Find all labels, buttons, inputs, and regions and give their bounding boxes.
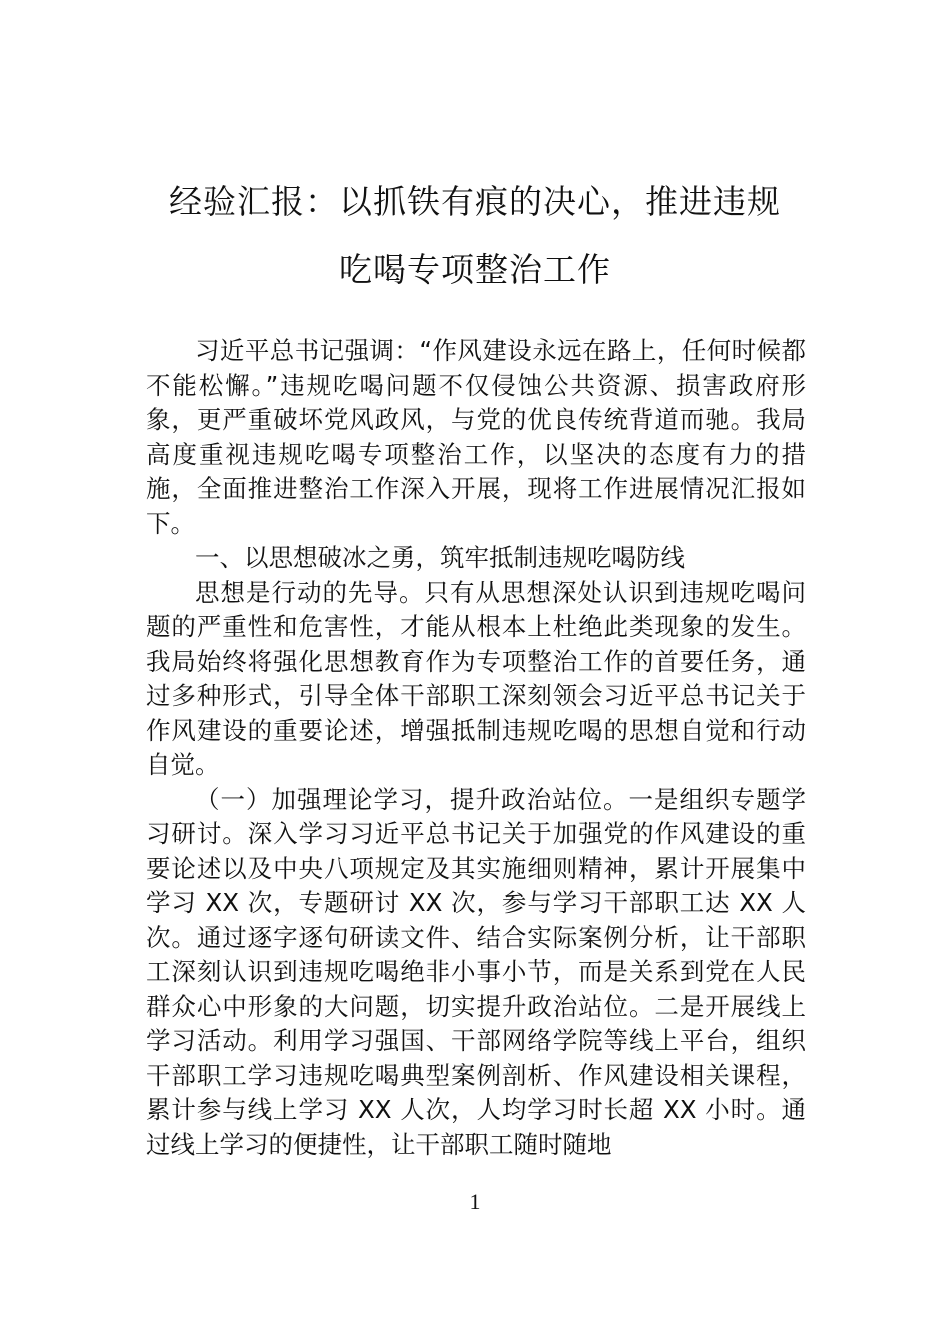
paragraph-section-1: 思想是行动的先导。只有从思想深处认识到违规吃喝问题的严重性和危害性，才能从根本上杜绝此类现象的发生。我局始终将强化思想教育作为专项整治工作的首要任务，通过多种形式，引导全体干部职工深刻领会习近平总书记关于作风建设的重要论述，增强抵制违规吃喝的思想自觉和行动自觉。 <box>146 577 806 779</box>
paragraph-intro: 习近平总书记强调：“作风建设永远在路上，任何时候都不能松懈。”违规吃喝问题不仅侵蚀公共资源、损害政府形象，更严重破坏党风政风，与党的优良传统背道而驰。我局高度重视违规吃喝专项整治工作，以坚决的态度有力的措施，全面推进整治工作深入开展，现将工作进展情况汇报如下。 <box>146 336 806 538</box>
page-number: 1 <box>469 1189 481 1214</box>
title-line-1: 经验汇报：以抓铁有痕的决心，推进违规 <box>169 182 781 221</box>
section-heading-1: 一、以思想破冰之勇，筑牢抵制违规吃喝防线 <box>195 543 685 572</box>
paragraph-subsection-1: （一）加强理论学习，提升政治站位。一是组织专题学习研讨。深入学习习近平总书记关于加强党的作风建设的重要论述以及中央八项规定及其实施细则精神，累计开展集中学习 XX 次，专题研讨 XX 次，参与学习干部职工达 XX 人次。通过逐字逐句研读文件、结合实际案例分析，让干部职工深刻认识到违规吃喝绝非小事小节，而是关系到党在人民群众心中形象的大问题，切实提升政治站位。二是开展线上学习活动。利用学习强国、干部网络学院等线上平台，组织干部职工学习违规吃喝典型案例剖析、作风建设相关课程，累计参与线上学习 XX 人次，人均学习时长超 XX 小时。通过线上学习的便捷性，让干部职工随时随地 <box>146 784 806 1159</box>
title-line-2: 吃喝专项整治工作 <box>339 250 611 289</box>
document-body <box>146 334 806 1162</box>
document-title <box>145 168 805 304</box>
